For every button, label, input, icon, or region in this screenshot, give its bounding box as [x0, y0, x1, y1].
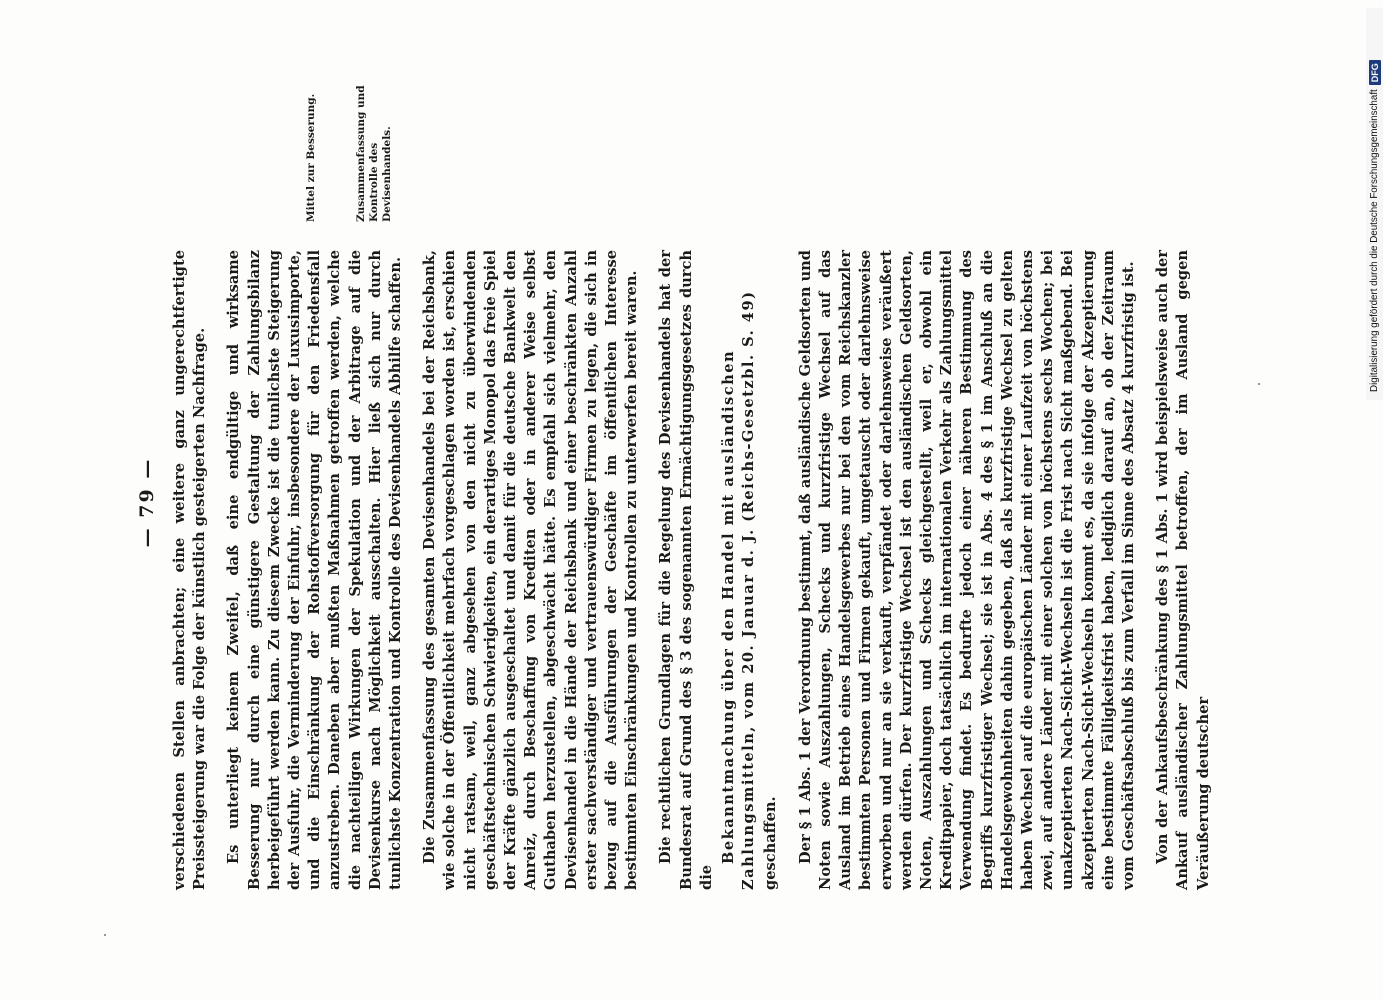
paragraph-3: Die Zusammenfassung des gesamten Devisenhandels bei der Reichsbank, wie solche in der Öffentlichkeit mehrfach vorgeschlagen worden ist, erschien nicht ratsam, weil, ganz abgesehen von den nicht zu überwindenden geschäftstechnischen Schwierigkeiten, ein derartiges Monopol das freie Spiel der Kräfte gänzlich ausgeschaltet und damit für die deutsche Bankwelt den Anreiz, durch Beschaffung von Krediten oder in anderer Weise selbst Guthaben herzustellen, abgeschwächt hätte. Es empfahl sich vielmehr, den Devisenhandel in die Hände der Reichsbank und einer beschränkten Anzahl erster sachverständiger und vertrauenswürdiger Firmen zu legen, die sich in bezug auf die Ausführungen der Geschäfte im öffentlichen Interesse bestimmten Einschränkungen und Kontrollen zu unterwerfen bereit waren.: [421, 250, 641, 890]
paragraph-4: Die rechtlichen Grundlagen für die Regelung des Devisenhandels hat der Bundesrat auf Grund des § 3 des sogenannten Ermächtigungsgesetzes durch die: [657, 250, 715, 890]
paragraph-1: verschiedenen Stellen anbrachten; eine weitere ganz ungerechtfertigte Preissteigerung war die Folge der künstlich gesteigerten Nachfrage.: [171, 250, 209, 890]
main-text-column: [170, 250, 1228, 890]
decree-title: Bekanntmachung über den Handel mit ausländischen Zahlungsmitteln, vom 20. Januar d. J. (Reichs-Gesetzbl. S. 49): [720, 290, 758, 890]
paragraph-5: geschaffen.: [762, 796, 780, 890]
page-number: — 79 —: [136, 457, 158, 548]
scan-speck: [1258, 383, 1260, 385]
paragraph-6: Der § 1 Abs. 1 der Verordnung bestimmt, daß ausländische Geldsorten und Noten sowie Auszahlungen, Schecks und kurzfristige Wechsel auf das Ausland im Betrieb eines Handelsgewerbes nur bei den vom Reichskanzler bestimmten Personen und Firmen gekauft, umgetauscht oder darlehnsweise erworben und nur an sie verkauft, verpfändet oder darlehnsweise veräußert werden dürfen. Der kurzfristige Wechsel ist den ausländischen Geldsorten, Noten, Auszahlungen und Schecks gleichgestellt, weil er, obwohl ein Kreditpapier, doch tatsächlich im internationalen Verkehr als Zahlungsmittel Verwendung findet. Es bedurfte jedoch einer näheren Bestimmung des Begriffs kurzfristiger Wechsel; sie ist in Abs. 4 des § 1 im Anschluß an die Handelsgewohnheiten dahin gegeben, daß als kurzfristige Wechsel zu gelten haben Wechsel auf die europäischen Länder mit einer Laufzeit von höchstens zwei, auf andere Länder mit einer solchen von höchstens sechs Wochen; bei unakzeptierten Nach-Sicht-Wechseln ist die Frist nach Sicht maßgebend. Bei akzeptierten Nach-Sicht-Wechseln kommt es, da sie infolge der Akzeptierung eine bestimmte Fälligkeitsfrist haben, lediglich darauf an, ob der Zeitraum vom Geschäftsabschluß bis zum Verfall im Sinne des Absatz 4 kurzfristig ist.: [796, 250, 1137, 890]
funding-notice: [1366, 8, 1383, 392]
paragraph-2: Es unterliegt keinem Zweifel, daß eine endgültige und wirksame Besserung nur durch eine günstigere Gestaltung der Zahlungsbilanz herbeigeführt werden kann. Zu diesem Zwecke ist die tunlichste Steigerung der Ausfuhr, die Verminderung der Einfuhr, insbesondere der Luxusimporte, und die Einschränkung der Rohstoffversorgung für den Friedensfall anzustreben. Daneben aber mußten Maßnahmen getroffen werden, welche die nachteiligen Wirkungen der Spekulation und der Arbitrage auf die Devisenkurse nach Möglichkeit ausschalten. Hier ließ sich nur durch tunlichste Konzentration und Kontrolle des Devisenhandels Abhilfe schaffen.: [225, 250, 405, 890]
margin-note-consolidation: Zusammenfassung und Kontrolle des Devisenhandels.: [355, 85, 393, 222]
scan-speck: [104, 934, 106, 936]
rotated-book-page: [130, 45, 1230, 960]
margin-note-improvement: Mittel zur Besserung.: [305, 93, 317, 222]
funding-text: Digitalisierung gefördert durch die Deutsche Forschungsgemeinschaft: [1369, 89, 1380, 392]
paragraph-7: Von der Ankaufsbeschränkung des § 1 Abs. 1 wird beispielsweise auch der Ankauf ausländischer Zahlungsmittel betroffen, der im Ausland gegen Veräußerung deutscher: [1154, 250, 1212, 890]
dfg-logo: DFG: [1369, 60, 1381, 85]
